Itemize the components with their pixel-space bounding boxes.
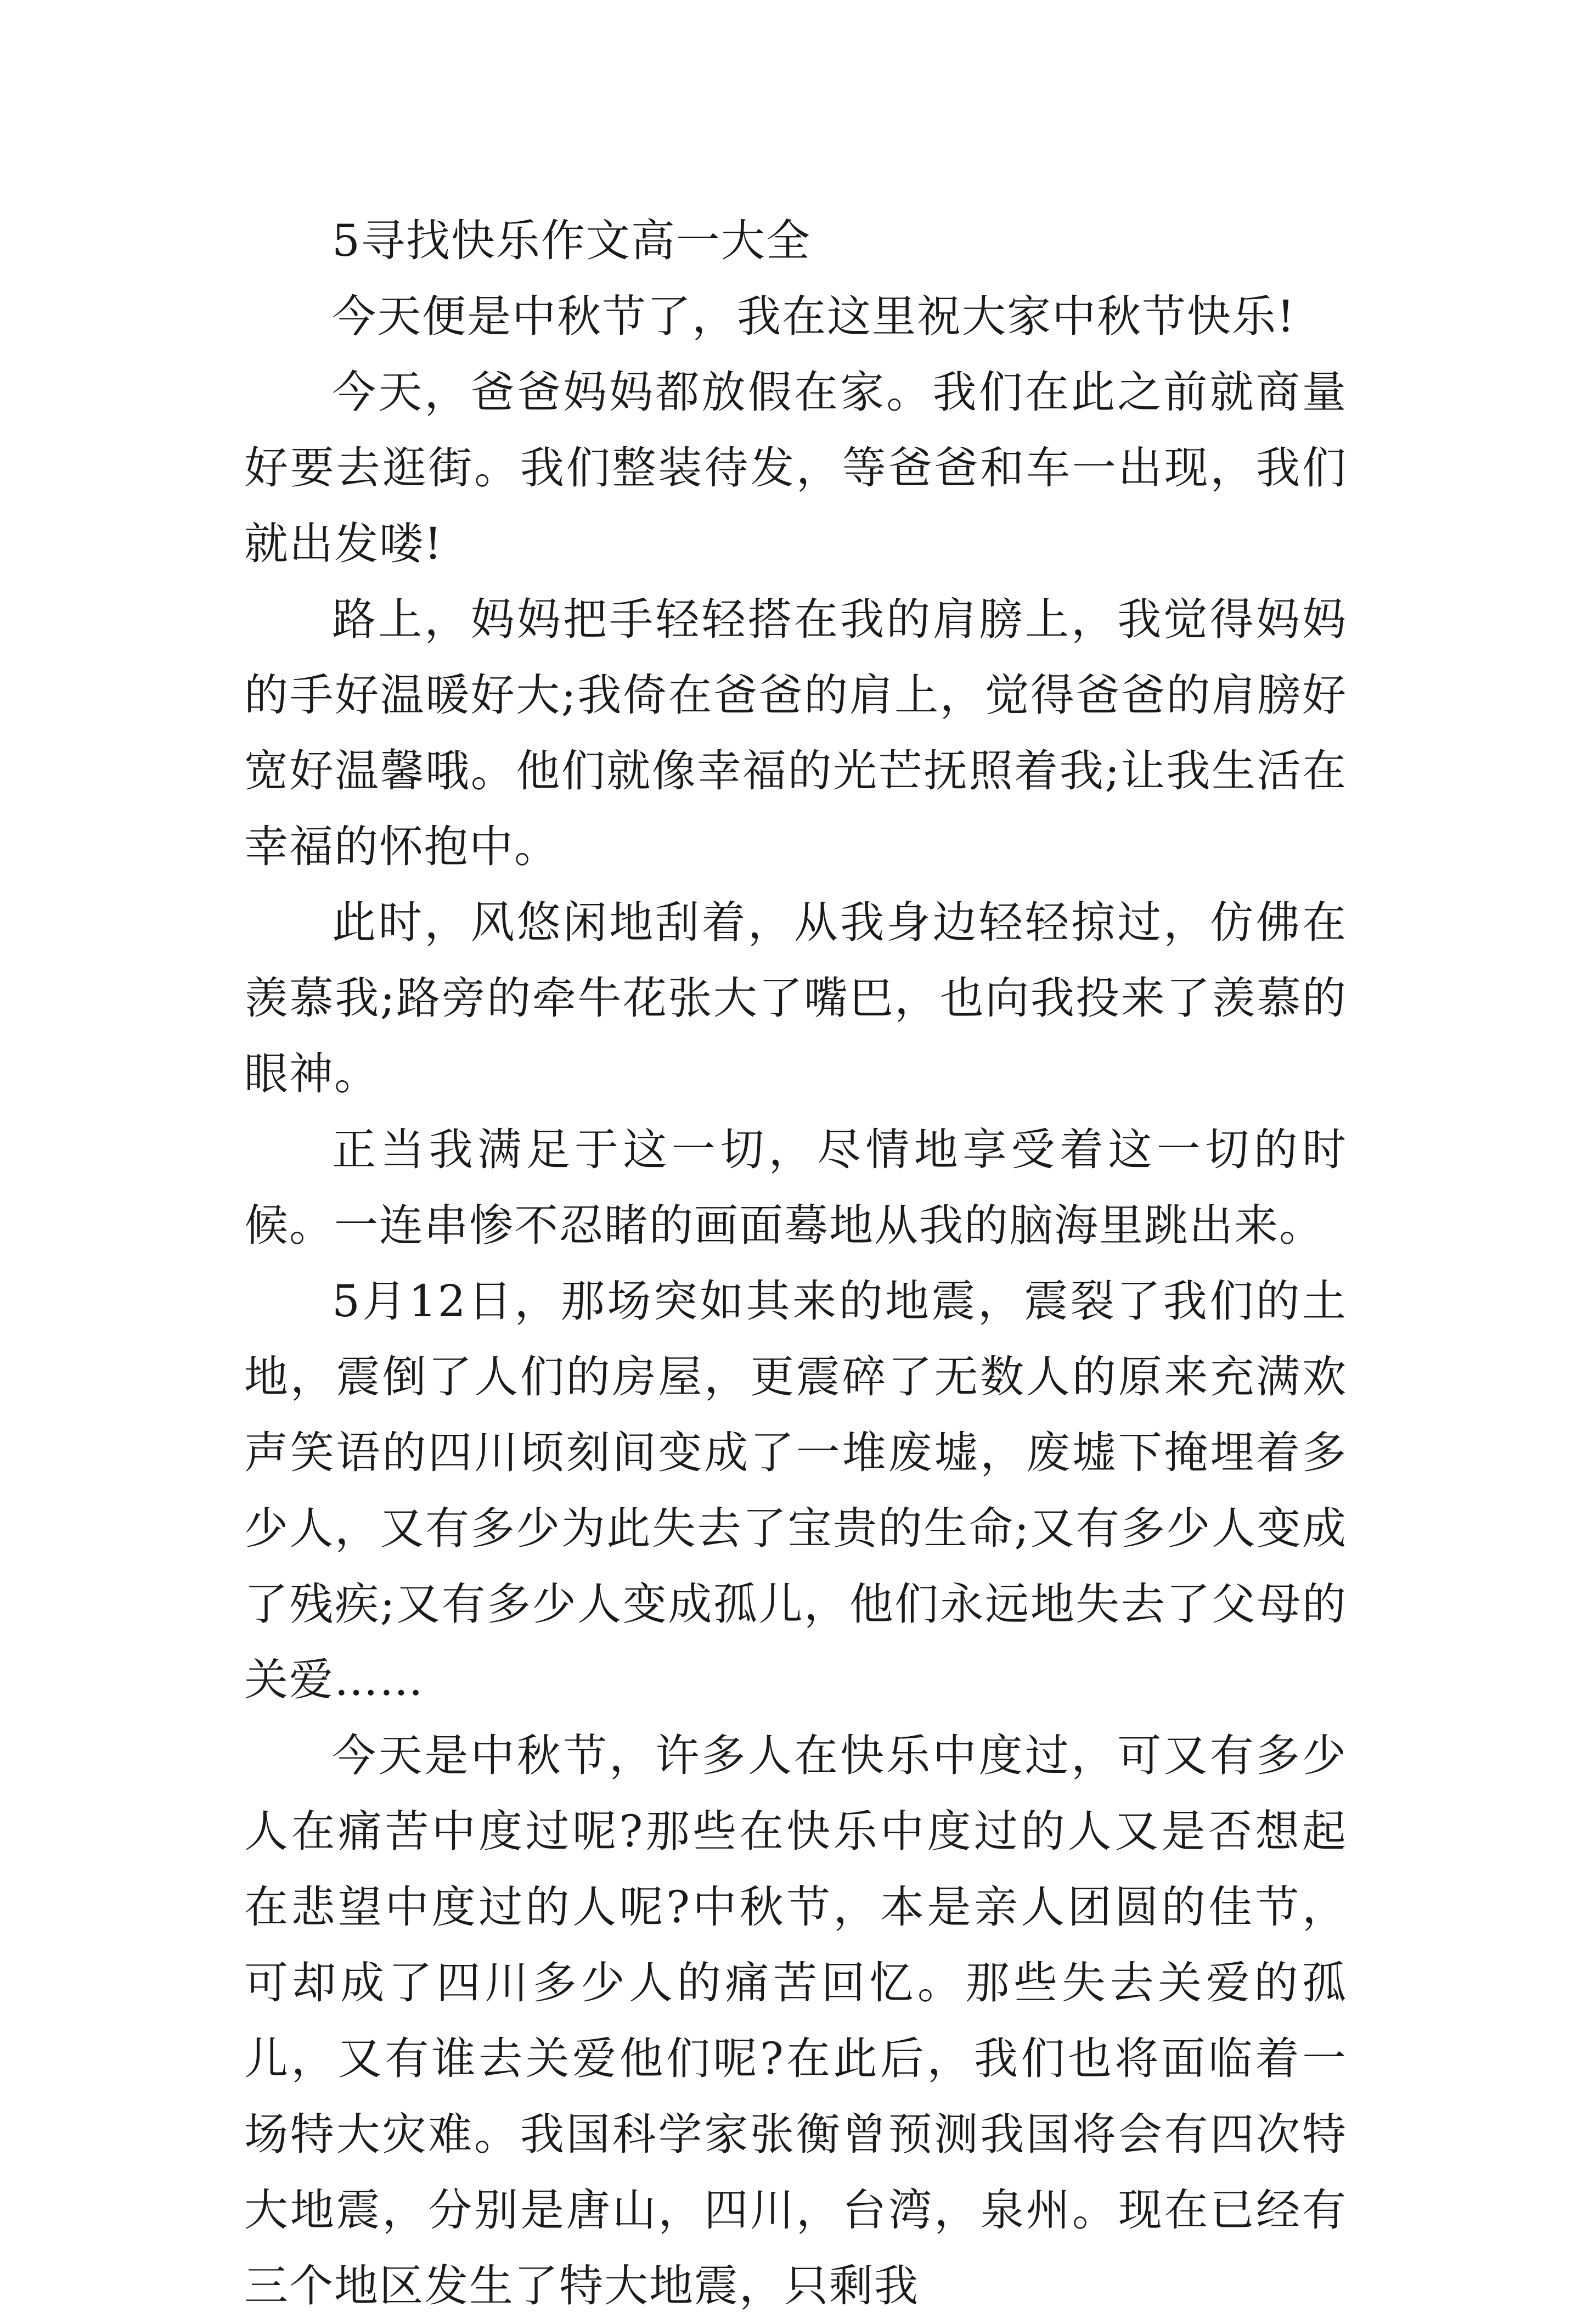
- paragraph: 此时，风悠闲地刮着，从我身边轻轻掠过，仿佛在羡慕我;路旁的牵牛花张大了嘴巴，也向我投来了羡慕的眼神。: [244, 897, 1347, 1099]
- paragraph: 正当我满足于这一切，尽情地享受着这一切的时候。一连串惨不忍睹的画面蓦地从我的脑海里跳出来。: [244, 1124, 1347, 1251]
- paragraph: 今天是中秋节，许多人在快乐中度过，可又有多少人在痛苦中度过呢?那些在快乐中度过的人又是否想起在悲望中度过的人呢?中秋节，本是亲人团圆的佳节，可却成了四川多少人的痛苦回忆。那些失去关爱的孤儿，又有谁去关爱他们呢?在此后，我们也将面临着一场特大灾难。我国科学家张衡曾预测我国将会有四次特大地震，分别是唐山，四川，台湾，泉州。现在已经有三个地区发生了特大地震，只剩我: [244, 1730, 1347, 2311]
- paragraph: 今天，爸爸妈妈都放假在家。我们在此之前就商量好要去逛街。我们整装待发，等爸爸和车一出现，我们就出发喽!: [244, 367, 1347, 569]
- paragraph: 5月12日，那场突如其来的地震，震裂了我们的土地，震倒了人们的房屋，更震碎了无数人的原来充满欢声笑语的四川顷刻间变成了一堆废墟，废墟下掩埋着多少人，又有多少为此失去了宝贵的生命;又有多少人变成了残疾;又有多少人变成孤儿，他们永远地失去了父母的关爱……: [244, 1276, 1347, 1705]
- paragraph: 今天便是中秋节了，我在这里祝大家中秋节快乐!: [332, 291, 1296, 342]
- paragraph: 路上，妈妈把手轻轻搭在我的肩膀上，我觉得妈妈的手好温暖好大;我倚在爸爸的肩上，觉得爸爸的肩膀好宽好温馨哦。他们就像幸福的光芒抚照着我;让我生活在幸福的怀抱中。: [244, 594, 1347, 872]
- document-body: [244, 203, 1347, 2324]
- document-title: 5寻找快乐作文高一大全: [332, 215, 811, 266]
